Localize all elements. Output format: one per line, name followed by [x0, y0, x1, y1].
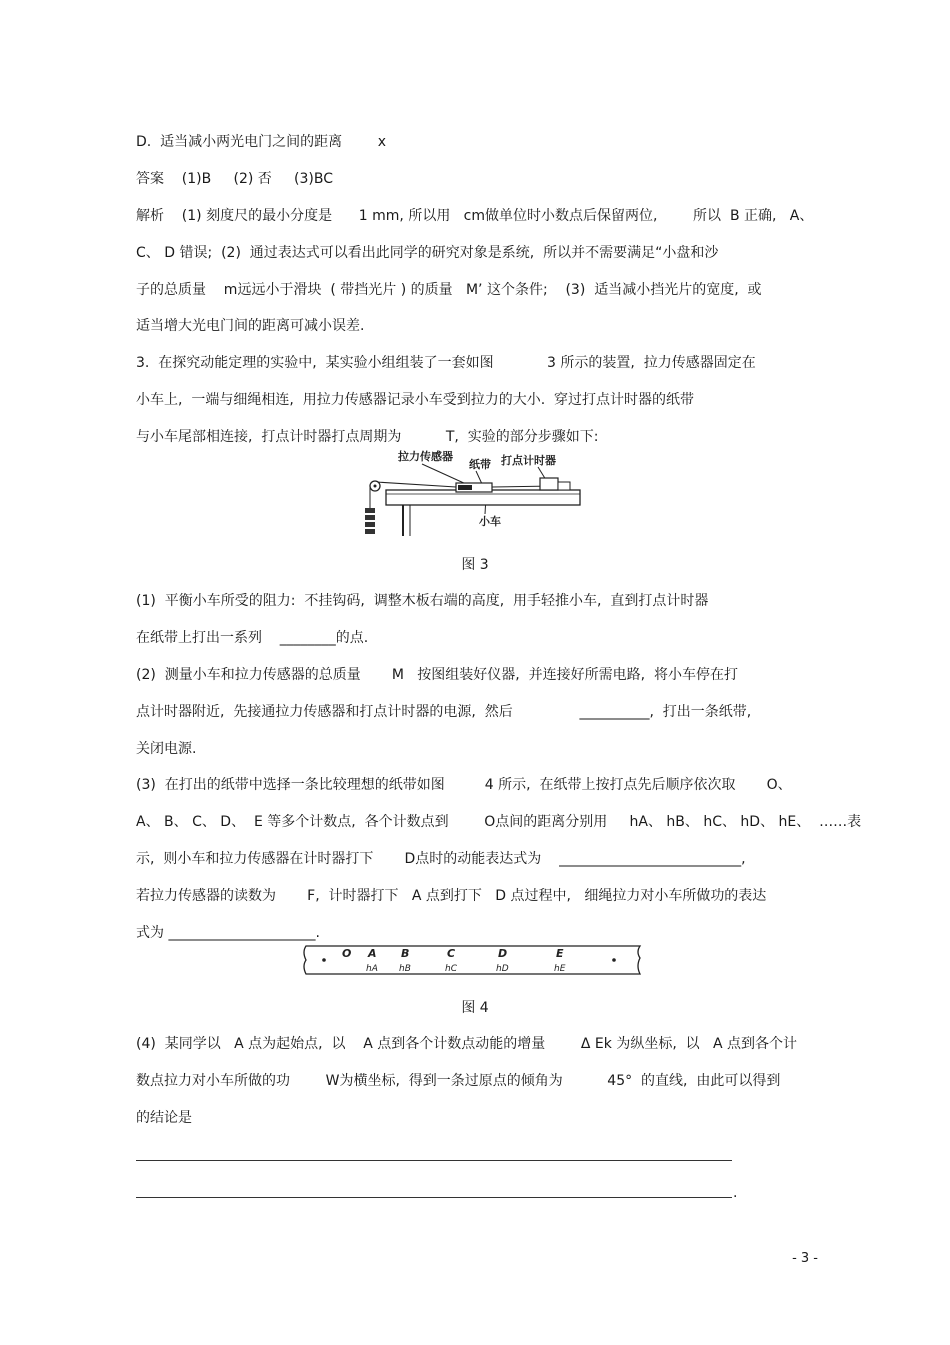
tape-distance-label: hC	[445, 964, 457, 974]
tape-distance-label: hA	[366, 964, 378, 974]
answer-blank-line	[136, 1160, 732, 1161]
text-line: 关闭电源.	[136, 741, 197, 757]
figure-3-label-tape: 纸带	[469, 458, 491, 471]
text-line: 适当增大光电门间的距离可减小误差.	[136, 318, 365, 334]
figure-3-caption: 图 3	[461, 557, 489, 573]
answer-blank-line	[136, 1197, 732, 1198]
answer-blank-period: .	[733, 1185, 738, 1201]
tape-distance-label: hD	[496, 964, 509, 974]
page-number: - 3 -	[792, 1251, 818, 1266]
tape-point-label: D	[498, 947, 508, 960]
figure-3-label-timer: 打点计时器	[501, 454, 556, 467]
text-line: (3) 在打出的纸带中选择一条比较理想的纸带如图 4 所示, 在纸带上按打点先后顺序依次取 O、	[136, 777, 792, 793]
figure-4-tape	[300, 942, 645, 978]
figure-3-label-sensor: 拉力传感器	[398, 450, 453, 463]
tape-distance-label: hB	[399, 964, 411, 974]
text-line: 解析 (1) 刻度尺的最小分度是 1 mm, 所以用 cm做单位时小数点后保留两位, 所以 B 正确, A、	[136, 208, 814, 224]
text-line: 3. 在探究动能定理的实验中, 某实验小组组装了一套如图 3 所示的装置, 拉力传感器固定在	[136, 355, 756, 371]
text-line: (4) 某同学以 A 点为起始点, 以 A 点到各个计数点动能的增量 Δ Ek 为纵坐标, 以 A 点到各个计	[136, 1036, 798, 1052]
text-line: 在纸带上打出一系列 ________的点.	[136, 630, 369, 646]
text-line: (2) 测量小车和拉力传感器的总质量 M 按图组装好仪器, 并连接好所需电路, 将小车停在打	[136, 667, 739, 683]
tape-point-label: C	[447, 947, 456, 960]
text-line: C、 D 错误; (2) 通过表达式可以看出此同学的研究对象是系统, 所以并不需要满足“小盘和沙	[136, 245, 719, 261]
figure-4-caption: 图 4	[461, 1000, 489, 1016]
figure-3-apparatus	[358, 444, 588, 544]
text-line: 示, 则小车和拉力传感器在计时器打下 D点时的动能表达式为 __________________________,	[136, 851, 746, 867]
text-line: 数点拉力对小车所做的功 W为横坐标, 得到一条过原点的倾角为 45° 的直线, 由此可以得到	[136, 1073, 781, 1089]
text-line: 若拉力传感器的读数为 F, 计时器打下 A 点到打下 D 点过程中, 细绳拉力对小车所做功的表达	[136, 888, 767, 904]
text-line: 的结论是	[136, 1110, 192, 1126]
figure-3-label-cart: 小车	[479, 515, 501, 528]
text-line: D. 适当减小两光电门之间的距离 x	[136, 134, 387, 150]
text-line: A、 B、 C、 D、 E 等多个计数点, 各个计数点到 O点间的距离分别用 hA、 hB、 hC、 hD、 hE、 ……表	[136, 814, 862, 830]
tape-point-label: A	[368, 947, 377, 960]
text-line: (1) 平衡小车所受的阻力: 不挂钩码, 调整木板右端的高度, 用手轻推小车, 直到打点计时器	[136, 593, 709, 609]
tape-point-label: O	[342, 947, 352, 960]
text-line: 子的总质量 m远远小于滑块 ( 带挡光片 ) 的质量 M’ 这个条件; (3) 适当减小挡光片的宽度, 或	[136, 282, 762, 298]
text-line: 小车上, 一端与细绳相连, 用拉力传感器记录小车受到拉力的大小. 穿过打点计时器的纸带	[136, 392, 695, 408]
tape-point-label: E	[556, 947, 564, 960]
text-line: 式为 _____________________.	[136, 925, 320, 941]
text-line: 点计时器附近, 先接通拉力传感器和打点计时器的电源, 然后 __________, 打出一条纸带,	[136, 704, 752, 720]
text-line: 与小车尾部相连接, 打点计时器打点周期为 T, 实验的部分步骤如下:	[136, 429, 599, 445]
text-line: 答案 (1)B (2) 否 (3)BC	[136, 171, 333, 187]
tape-point-label: B	[401, 947, 410, 960]
tape-distance-label: hE	[554, 964, 566, 974]
